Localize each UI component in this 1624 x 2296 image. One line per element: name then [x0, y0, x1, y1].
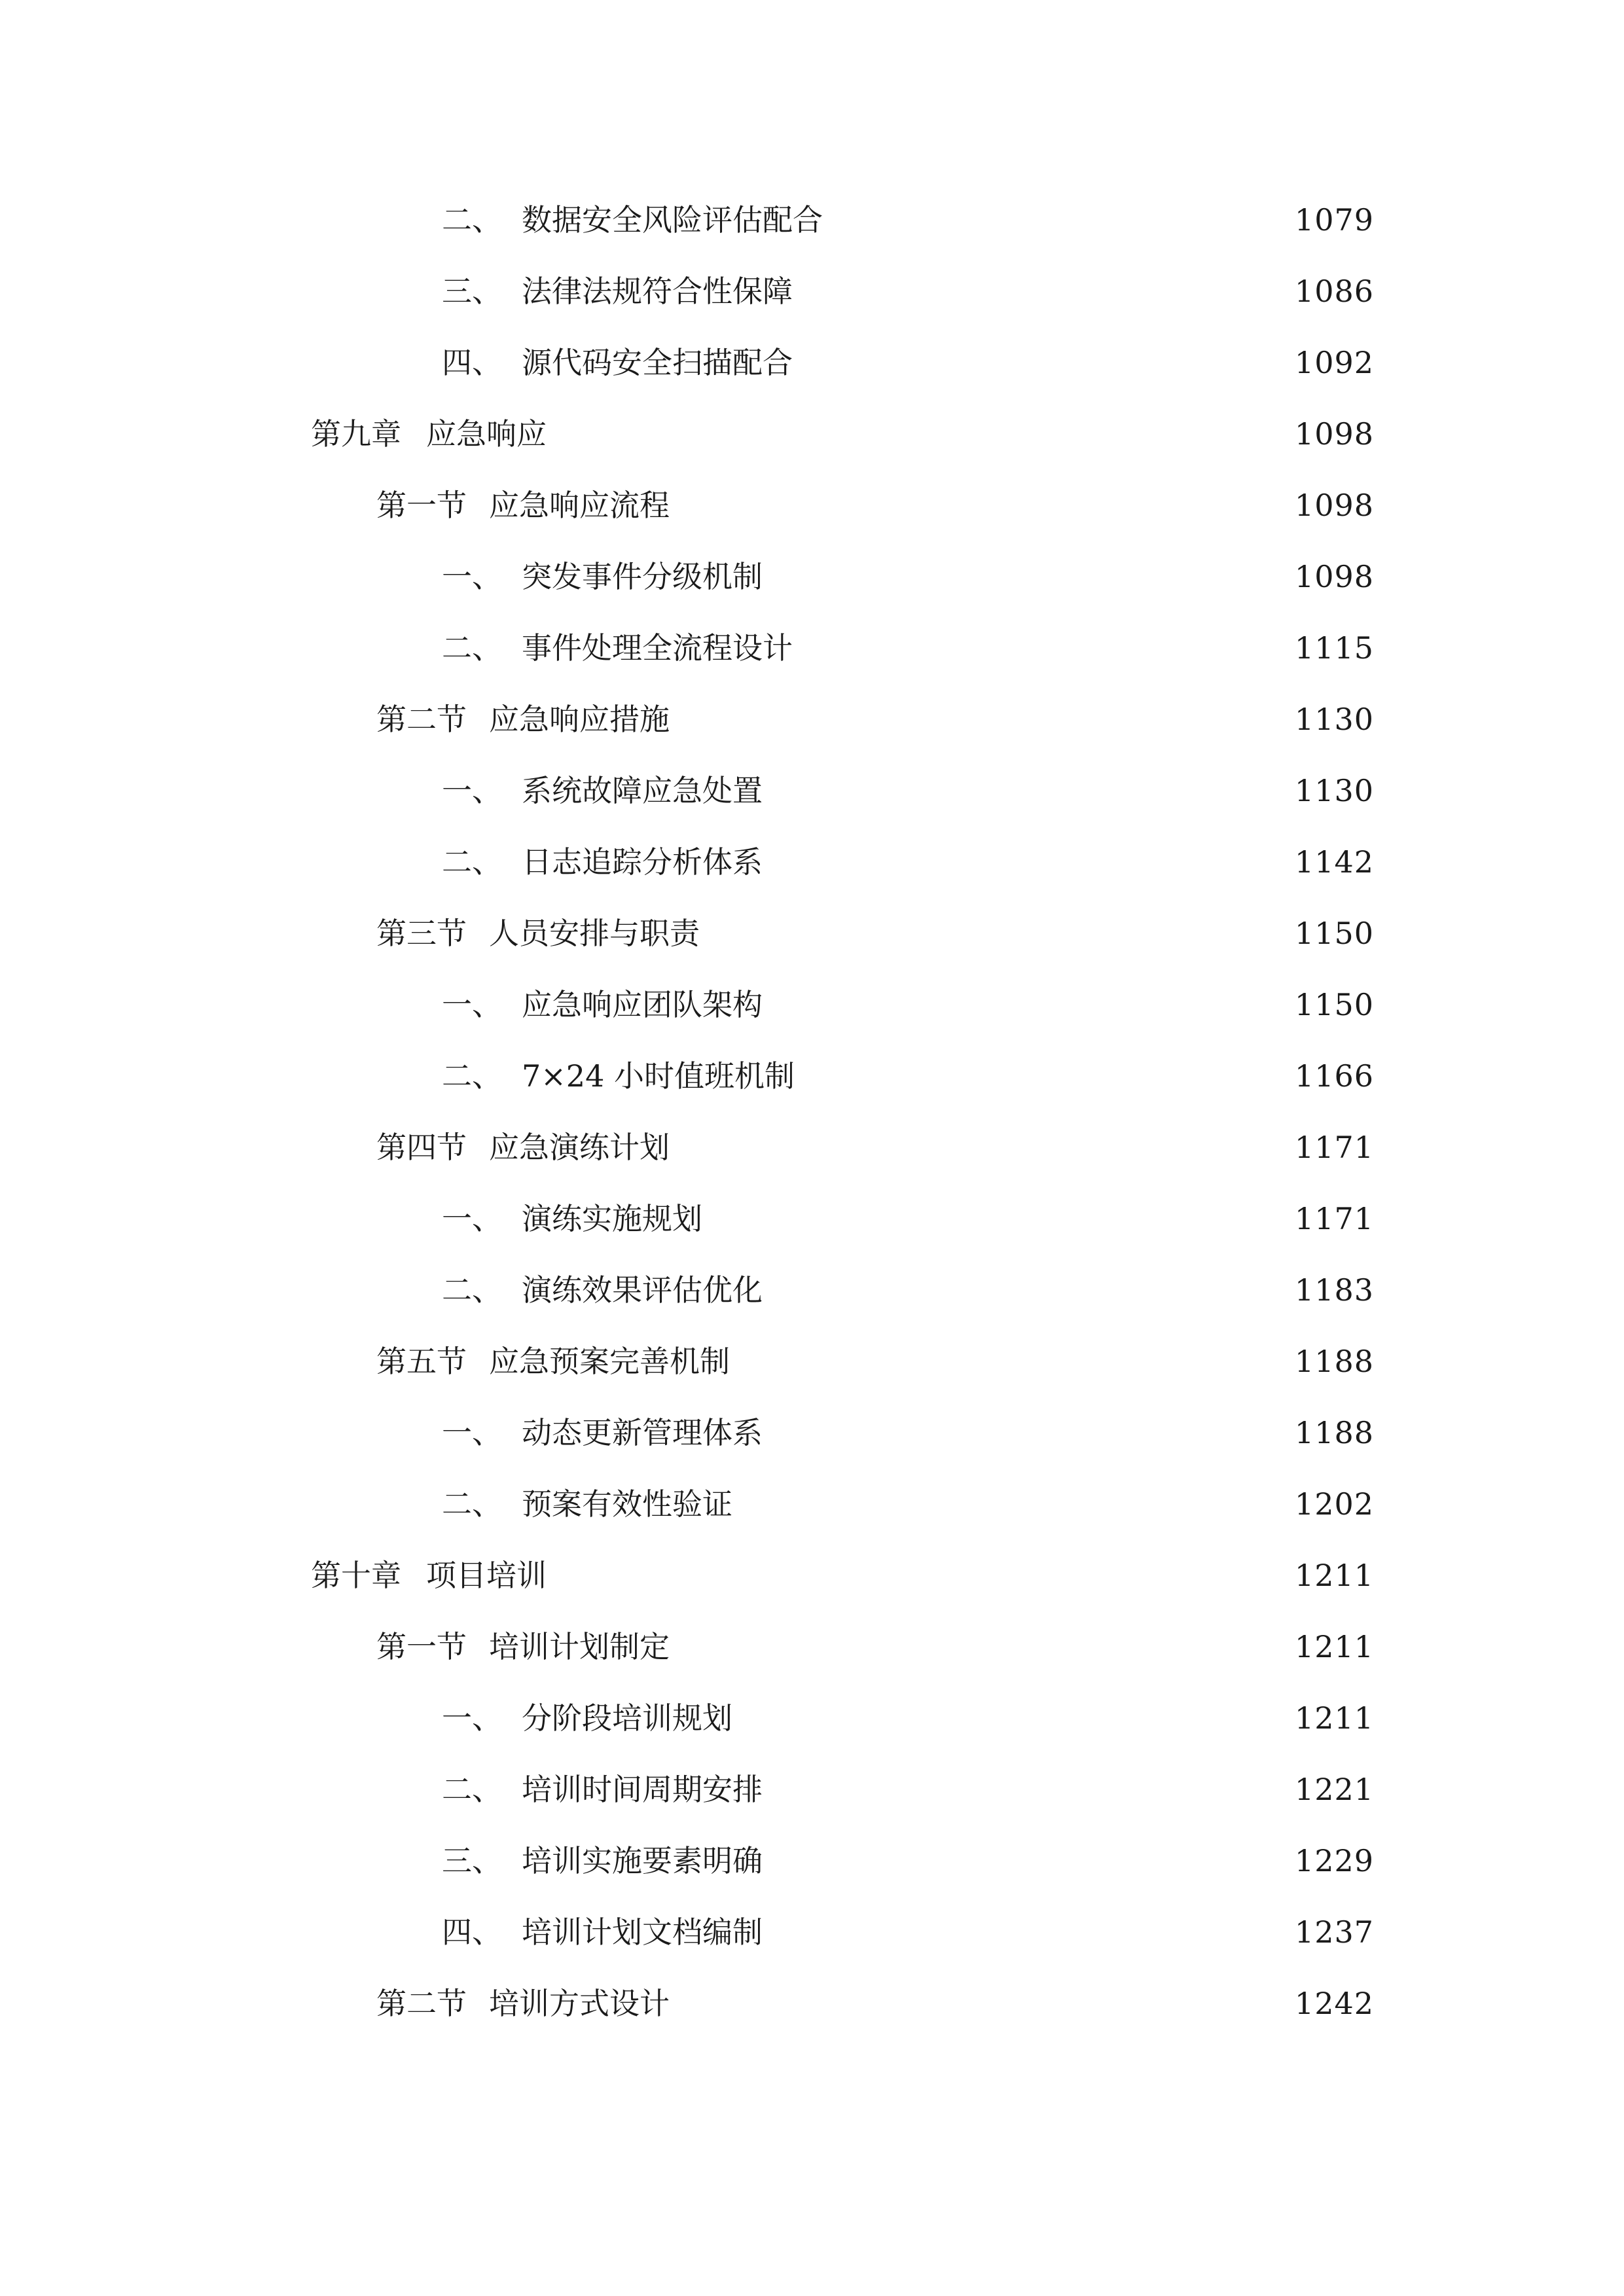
dot-leader — [738, 1478, 1284, 1530]
toc-entry-number: 二、 — [442, 630, 502, 666]
toc-entry-page: 1171 — [1294, 1201, 1374, 1236]
toc-entry[interactable] — [442, 550, 1374, 603]
dot-leader — [675, 1121, 1284, 1174]
toc-entry-title: 日志追踪分析体系 — [522, 844, 763, 880]
toc-entry-page: 1211 — [1294, 1629, 1374, 1664]
toc-entry-title: 法律法规符合性保障 — [522, 274, 793, 309]
toc-entry-page: 1115 — [1294, 630, 1374, 666]
toc-entry-page: 1211 — [1294, 1558, 1374, 1593]
dot-leader — [798, 336, 1284, 389]
toc-entry-page: 1229 — [1294, 1843, 1374, 1878]
dot-leader — [768, 978, 1284, 1031]
dot-leader — [738, 1692, 1284, 1744]
dot-leader — [552, 1549, 1284, 1602]
toc-entry-page: 1079 — [1294, 202, 1374, 238]
toc-entry-page: 1130 — [1294, 773, 1374, 808]
toc-entry-number: 第十章 — [311, 1558, 401, 1593]
toc-entry[interactable] — [442, 1407, 1374, 1459]
toc-entry-number: 三、 — [442, 1843, 502, 1878]
toc-entry-number: 四、 — [442, 1914, 502, 1950]
toc-entry-title: 应急响应 — [426, 416, 547, 452]
toc-entry-number: 第九章 — [311, 416, 401, 452]
toc-entry-page: 1237 — [1294, 1914, 1374, 1950]
toc-entry-number: 第四节 — [376, 1130, 467, 1165]
toc-entry-title: 源代码安全扫描配合 — [522, 345, 793, 380]
toc-entry-number: 二、 — [442, 1772, 502, 1807]
toc-entry-title: 培训时间周期安排 — [522, 1772, 763, 1807]
toc-entry-title: 突发事件分级机制 — [522, 559, 763, 594]
toc-entry-page: 1098 — [1294, 416, 1374, 452]
toc-entry[interactable] — [442, 194, 1374, 246]
toc-entry-title: 演练实施规划 — [522, 1201, 702, 1236]
toc-entry[interactable] — [442, 1478, 1374, 1530]
toc-entry-title: 人员安排与职责 — [489, 916, 700, 951]
toc-entry-title: 分阶段培训规划 — [522, 1700, 732, 1736]
toc-entry-title: 应急响应措施 — [489, 702, 670, 737]
toc-entry-page: 1211 — [1294, 1700, 1374, 1736]
toc-entry-title: 培训实施要素明确 — [522, 1843, 763, 1878]
toc-entry[interactable] — [442, 336, 1374, 389]
toc-entry[interactable] — [442, 1193, 1374, 1245]
toc-entry-section[interactable] — [376, 1621, 1374, 1673]
toc-entry-title: 预案有效性验证 — [522, 1486, 732, 1522]
toc-entry-number: 一、 — [442, 987, 502, 1022]
toc-entry-page: 1086 — [1294, 274, 1374, 309]
dot-leader — [768, 1906, 1284, 1958]
toc-entry-page: 1188 — [1294, 1344, 1374, 1379]
toc-entry[interactable] — [442, 265, 1374, 317]
dot-leader — [798, 265, 1284, 317]
toc-entry-title: 7×24 小时值班机制 — [522, 1058, 795, 1094]
toc-entry-title: 应急响应团队架构 — [522, 987, 763, 1022]
toc-entry[interactable] — [442, 1692, 1374, 1744]
toc-entry-title: 应急演练计划 — [489, 1130, 670, 1165]
toc-entry-number: 一、 — [442, 1700, 502, 1736]
toc-entry-page: 1092 — [1294, 345, 1374, 380]
toc-entry[interactable] — [442, 622, 1374, 674]
toc-entry-page: 1130 — [1294, 702, 1374, 737]
toc-entry-page: 1098 — [1294, 559, 1374, 594]
toc-entry-title: 培训方式设计 — [489, 1986, 670, 2021]
toc-entry[interactable] — [442, 1835, 1374, 1887]
toc-entry-section[interactable] — [376, 479, 1374, 531]
toc-entry-title: 应急响应流程 — [489, 488, 670, 523]
toc-entry[interactable] — [442, 1906, 1374, 1958]
toc-entry[interactable] — [442, 978, 1374, 1031]
toc-entry-number: 二、 — [442, 844, 502, 880]
toc-entry-title: 系统故障应急处置 — [522, 773, 763, 808]
toc-entry-title: 培训计划文档编制 — [522, 1914, 763, 1950]
dot-leader — [768, 1407, 1284, 1459]
toc-entry-section[interactable] — [376, 1977, 1374, 2030]
toc-entry-page: 1150 — [1294, 916, 1374, 951]
toc-entry-page: 1183 — [1294, 1272, 1374, 1308]
toc-entry[interactable] — [442, 764, 1374, 817]
toc-entry-page: 1242 — [1294, 1986, 1374, 2021]
toc-entry-chapter[interactable] — [311, 408, 1374, 460]
toc-entry-page: 1171 — [1294, 1130, 1374, 1165]
toc-entry-title: 项目培训 — [426, 1558, 547, 1593]
toc-entry-number: 第二节 — [376, 1986, 467, 2021]
toc-entry-number: 第一节 — [376, 1629, 467, 1664]
toc-entry-page: 1150 — [1294, 987, 1374, 1022]
dot-leader — [675, 1621, 1284, 1673]
dot-leader — [768, 764, 1284, 817]
toc-entry-chapter[interactable] — [311, 1549, 1374, 1602]
toc-entry-number: 四、 — [442, 345, 502, 380]
toc-entry[interactable] — [442, 1264, 1374, 1316]
dot-leader — [768, 1264, 1284, 1316]
dot-leader — [800, 1050, 1284, 1102]
toc-entry-number: 二、 — [442, 1272, 502, 1308]
dot-leader — [768, 550, 1284, 603]
toc-entry-title: 应急预案完善机制 — [489, 1344, 730, 1379]
dot-leader — [675, 693, 1284, 745]
toc-entry-section[interactable] — [376, 907, 1374, 960]
dot-leader — [705, 907, 1284, 960]
toc-entry-section[interactable] — [376, 1335, 1374, 1388]
toc-entry-title: 动态更新管理体系 — [522, 1415, 763, 1450]
dot-leader — [798, 622, 1284, 674]
toc-entry-title: 事件处理全流程设计 — [522, 630, 793, 666]
toc-entry-number: 一、 — [442, 773, 502, 808]
dot-leader — [828, 194, 1284, 246]
toc-entry-number: 第三节 — [376, 916, 467, 951]
toc-entry-title: 培训计划制定 — [489, 1629, 670, 1664]
toc-entry[interactable] — [442, 1050, 1374, 1102]
toc-entry-number: 二、 — [442, 1058, 502, 1094]
toc-entry-page: 1202 — [1294, 1486, 1374, 1522]
toc-entry-page: 1098 — [1294, 488, 1374, 523]
toc-entry-page: 1142 — [1294, 844, 1374, 880]
toc-entry-title: 数据安全风险评估配合 — [522, 202, 823, 238]
dot-leader — [708, 1193, 1284, 1245]
toc-entry[interactable] — [442, 1763, 1374, 1816]
dot-leader — [768, 836, 1284, 888]
toc-entry[interactable] — [442, 836, 1374, 888]
toc-entry-number: 二、 — [442, 202, 502, 238]
toc-entry-number: 第五节 — [376, 1344, 467, 1379]
dot-leader — [735, 1335, 1284, 1388]
toc-entry-page: 1221 — [1294, 1772, 1374, 1807]
dot-leader — [675, 1977, 1284, 2030]
dot-leader — [552, 408, 1284, 460]
toc-entry-page: 1166 — [1294, 1058, 1374, 1094]
dot-leader — [675, 479, 1284, 531]
toc-entry-number: 一、 — [442, 1201, 502, 1236]
toc-entry-number: 第一节 — [376, 488, 467, 523]
dot-leader — [768, 1763, 1284, 1816]
toc-entry-section[interactable] — [376, 1121, 1374, 1174]
toc-entry-title: 演练效果评估优化 — [522, 1272, 763, 1308]
toc-entry-number: 一、 — [442, 1415, 502, 1450]
toc-entry-number: 第二节 — [376, 702, 467, 737]
dot-leader — [768, 1835, 1284, 1887]
toc-entry-section[interactable] — [376, 693, 1374, 745]
toc-entry-number: 三、 — [442, 274, 502, 309]
toc-entry-number: 二、 — [442, 1486, 502, 1522]
toc-entry-page: 1188 — [1294, 1415, 1374, 1450]
toc-entry-number: 一、 — [442, 559, 502, 594]
